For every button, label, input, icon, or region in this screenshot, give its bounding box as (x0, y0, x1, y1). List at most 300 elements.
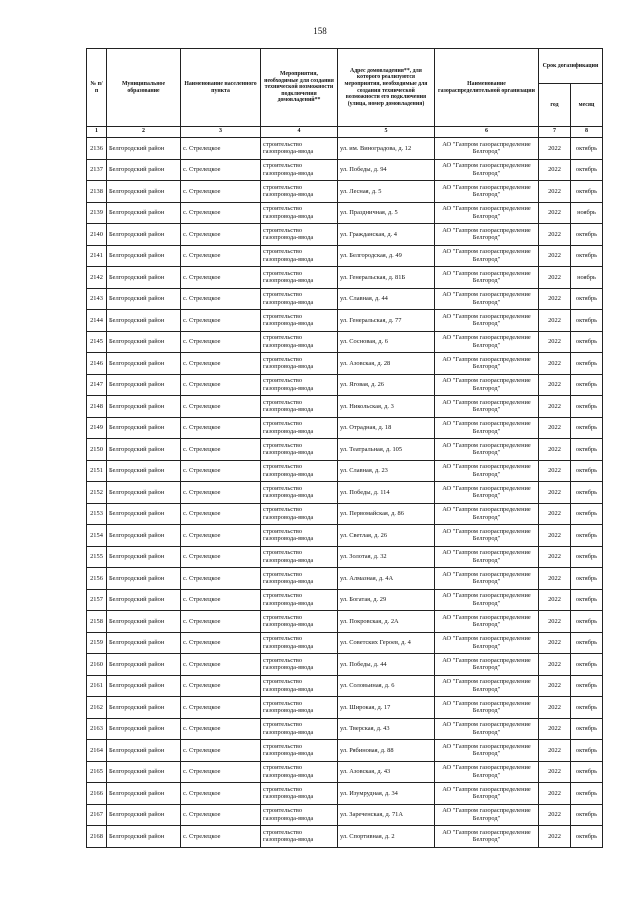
address-cell: ул. Театральная, д. 105 (338, 439, 435, 461)
year-cell: 2022 (539, 804, 571, 826)
year-cell: 2022 (539, 718, 571, 740)
settlement-cell: с. Стрелецкое (181, 783, 261, 805)
municipality-cell: Белгородский район (107, 374, 181, 396)
row-number: 2147 (87, 374, 107, 396)
row-number: 2142 (87, 267, 107, 289)
municipality-cell: Белгородский район (107, 417, 181, 439)
measure-cell: строительство газопровода-ввода (261, 396, 338, 418)
month-cell: октябрь (571, 783, 603, 805)
organization-cell: АО "Газпром газораспределение Белгород" (435, 353, 539, 375)
table-row (87, 675, 603, 697)
municipality-cell: Белгородский район (107, 761, 181, 783)
table-row (87, 353, 603, 375)
organization-cell: АО "Газпром газораспределение Белгород" (435, 331, 539, 353)
organization-cell: АО "Газпром газораспределение Белгород" (435, 224, 539, 246)
measure-cell: строительство газопровода-ввода (261, 460, 338, 482)
table-row (87, 740, 603, 762)
settlement-cell: с. Стрелецкое (181, 159, 261, 181)
table-row (87, 374, 603, 396)
address-cell: ул. Отрадная, д. 18 (338, 417, 435, 439)
month-cell: октябрь (571, 396, 603, 418)
gasification-table (86, 48, 603, 848)
organization-cell: АО "Газпром газораспределение Белгород" (435, 138, 539, 160)
address-cell: ул. Зареченская, д. 71А (338, 804, 435, 826)
column-number: 1 (87, 127, 107, 138)
month-cell: октябрь (571, 546, 603, 568)
measure-cell: строительство газопровода-ввода (261, 482, 338, 504)
settlement-cell: с. Стрелецкое (181, 181, 261, 203)
municipality-cell: Белгородский район (107, 804, 181, 826)
table-row (87, 503, 603, 525)
year-cell: 2022 (539, 654, 571, 676)
table-row (87, 654, 603, 676)
row-number: 2162 (87, 697, 107, 719)
address-cell: ул. Белгородская, д. 49 (338, 245, 435, 267)
organization-cell: АО "Газпром газораспределение Белгород" (435, 568, 539, 590)
measure-cell: строительство газопровода-ввода (261, 804, 338, 826)
settlement-cell: с. Стрелецкое (181, 331, 261, 353)
address-cell: ул. Изумрудная, д. 34 (338, 783, 435, 805)
month-cell: октябрь (571, 632, 603, 654)
address-cell: ул. Гражданская, д. 4 (338, 224, 435, 246)
column-number-row (87, 127, 603, 138)
row-number: 2149 (87, 417, 107, 439)
year-cell: 2022 (539, 331, 571, 353)
organization-cell: АО "Газпром газораспределение Белгород" (435, 396, 539, 418)
year-cell: 2022 (539, 138, 571, 160)
year-cell: 2022 (539, 353, 571, 375)
month-cell: октябрь (571, 310, 603, 332)
organization-cell: АО "Газпром газораспределение Белгород" (435, 740, 539, 762)
settlement-cell: с. Стрелецкое (181, 267, 261, 289)
month-cell: октябрь (571, 138, 603, 160)
address-cell: ул. Покровская, д. 2А (338, 611, 435, 633)
year-cell: 2022 (539, 740, 571, 762)
table-row (87, 396, 603, 418)
month-cell: октябрь (571, 503, 603, 525)
year-cell: 2022 (539, 632, 571, 654)
organization-cell: АО "Газпром газораспределение Белгород" (435, 310, 539, 332)
address-cell: ул. Победы, д. 94 (338, 159, 435, 181)
table-row (87, 525, 603, 547)
organization-cell: АО "Газпром газораспределение Белгород" (435, 460, 539, 482)
page-number: 158 (313, 26, 327, 36)
address-cell: ул. Славная, д. 44 (338, 288, 435, 310)
month-cell: октябрь (571, 181, 603, 203)
organization-cell: АО "Газпром газораспределение Белгород" (435, 632, 539, 654)
table-row (87, 181, 603, 203)
table-row (87, 804, 603, 826)
address-cell: ул. Рябиновая, д. 88 (338, 740, 435, 762)
organization-cell: АО "Газпром газораспределение Белгород" (435, 589, 539, 611)
address-cell: ул. Победы, д. 44 (338, 654, 435, 676)
settlement-cell: с. Стрелецкое (181, 654, 261, 676)
row-number: 2168 (87, 826, 107, 848)
column-number: 2 (107, 127, 181, 138)
table-row (87, 697, 603, 719)
measure-cell: строительство газопровода-ввода (261, 159, 338, 181)
year-cell: 2022 (539, 417, 571, 439)
address-cell: ул. Славная, д. 23 (338, 460, 435, 482)
row-number: 2153 (87, 503, 107, 525)
column-number: 8 (571, 127, 603, 138)
row-number: 2139 (87, 202, 107, 224)
row-number: 2158 (87, 611, 107, 633)
month-cell: октябрь (571, 611, 603, 633)
organization-cell: АО "Газпром газораспределение Белгород" (435, 546, 539, 568)
year-cell: 2022 (539, 761, 571, 783)
table-row (87, 718, 603, 740)
municipality-cell: Белгородский район (107, 697, 181, 719)
municipality-cell: Белгородский район (107, 482, 181, 504)
row-number: 2137 (87, 159, 107, 181)
table-row (87, 417, 603, 439)
municipality-cell: Белгородский район (107, 826, 181, 848)
address-cell: ул. Лесная, д. 5 (338, 181, 435, 203)
row-number: 2163 (87, 718, 107, 740)
table-row (87, 546, 603, 568)
header-municipality: Муниципальное образование (107, 49, 181, 127)
month-cell: октябрь (571, 568, 603, 590)
municipality-cell: Белгородский район (107, 159, 181, 181)
year-cell: 2022 (539, 697, 571, 719)
settlement-cell: с. Стрелецкое (181, 568, 261, 590)
year-cell: 2022 (539, 525, 571, 547)
measure-cell: строительство газопровода-ввода (261, 138, 338, 160)
row-number: 2152 (87, 482, 107, 504)
municipality-cell: Белгородский район (107, 525, 181, 547)
measure-cell: строительство газопровода-ввода (261, 654, 338, 676)
address-cell: ул. Советских Героев, д. 4 (338, 632, 435, 654)
measure-cell: строительство газопровода-ввода (261, 718, 338, 740)
measure-cell: строительство газопровода-ввода (261, 331, 338, 353)
table-row (87, 159, 603, 181)
row-number: 2143 (87, 288, 107, 310)
organization-cell: АО "Газпром газораспределение Белгород" (435, 482, 539, 504)
year-cell: 2022 (539, 482, 571, 504)
row-number: 2136 (87, 138, 107, 160)
row-number: 2157 (87, 589, 107, 611)
organization-cell: АО "Газпром газораспределение Белгород" (435, 417, 539, 439)
table-row (87, 783, 603, 805)
header-deadline: Срок догазификации (539, 49, 603, 84)
organization-cell: АО "Газпром газораспределение Белгород" (435, 439, 539, 461)
month-cell: октябрь (571, 697, 603, 719)
measure-cell: строительство газопровода-ввода (261, 740, 338, 762)
year-cell: 2022 (539, 267, 571, 289)
row-number: 2144 (87, 310, 107, 332)
year-cell: 2022 (539, 568, 571, 590)
municipality-cell: Белгородский район (107, 718, 181, 740)
settlement-cell: с. Стрелецкое (181, 675, 261, 697)
column-number: 5 (338, 127, 435, 138)
row-number: 2161 (87, 675, 107, 697)
measure-cell: строительство газопровода-ввода (261, 611, 338, 633)
municipality-cell: Белгородский район (107, 439, 181, 461)
row-number: 2160 (87, 654, 107, 676)
municipality-cell: Белгородский район (107, 353, 181, 375)
month-cell: октябрь (571, 718, 603, 740)
measure-cell: строительство газопровода-ввода (261, 826, 338, 848)
settlement-cell: с. Стрелецкое (181, 396, 261, 418)
address-cell: ул. Широкая, д. 17 (338, 697, 435, 719)
header-row (87, 49, 603, 84)
table-row (87, 826, 603, 848)
municipality-cell: Белгородский район (107, 460, 181, 482)
year-cell: 2022 (539, 396, 571, 418)
month-cell: октябрь (571, 159, 603, 181)
address-cell: ул. Золотая, д. 32 (338, 546, 435, 568)
month-cell: октябрь (571, 675, 603, 697)
table-row (87, 202, 603, 224)
month-cell: октябрь (571, 460, 603, 482)
row-number: 2165 (87, 761, 107, 783)
table-row (87, 589, 603, 611)
row-number: 2167 (87, 804, 107, 826)
organization-cell: АО "Газпром газораспределение Белгород" (435, 288, 539, 310)
address-cell: ул. Сосновая, д. 6 (338, 331, 435, 353)
municipality-cell: Белгородский район (107, 138, 181, 160)
year-cell: 2022 (539, 826, 571, 848)
measure-cell: строительство газопровода-ввода (261, 181, 338, 203)
organization-cell: АО "Газпром газораспределение Белгород" (435, 654, 539, 676)
organization-cell: АО "Газпром газораспределение Белгород" (435, 374, 539, 396)
year-cell: 2022 (539, 159, 571, 181)
address-cell: ул. Светлая, д. 26 (338, 525, 435, 547)
table-row (87, 460, 603, 482)
municipality-cell: Белгородский район (107, 654, 181, 676)
table-row (87, 224, 603, 246)
address-cell: ул. Яговая, д. 26 (338, 374, 435, 396)
table-row (87, 761, 603, 783)
municipality-cell: Белгородский район (107, 740, 181, 762)
municipality-cell: Белгородский район (107, 331, 181, 353)
year-cell: 2022 (539, 783, 571, 805)
organization-cell: АО "Газпром газораспределение Белгород" (435, 826, 539, 848)
organization-cell: АО "Газпром газораспределение Белгород" (435, 245, 539, 267)
year-cell: 2022 (539, 310, 571, 332)
address-cell: ул. Праздничная, д. 5 (338, 202, 435, 224)
settlement-cell: с. Стрелецкое (181, 417, 261, 439)
municipality-cell: Белгородский район (107, 632, 181, 654)
organization-cell: АО "Газпром газораспределение Белгород" (435, 181, 539, 203)
month-cell: октябрь (571, 288, 603, 310)
measure-cell: строительство газопровода-ввода (261, 439, 338, 461)
address-cell: ул. Соловьиная, д. 6 (338, 675, 435, 697)
municipality-cell: Белгородский район (107, 589, 181, 611)
table-row (87, 439, 603, 461)
municipality-cell: Белгородский район (107, 611, 181, 633)
address-cell: ул. Алмазная, д. 4А (338, 568, 435, 590)
settlement-cell: с. Стрелецкое (181, 740, 261, 762)
row-number: 2146 (87, 353, 107, 375)
table-row (87, 138, 603, 160)
measure-cell: строительство газопровода-ввода (261, 288, 338, 310)
year-cell: 2022 (539, 546, 571, 568)
municipality-cell: Белгородский район (107, 396, 181, 418)
header-address: Адрес домовладения**, для которого реализуются мероприятия, необходимые для создания технической возможности его подключения (улица, номер домовладения) (338, 49, 435, 127)
settlement-cell: с. Стрелецкое (181, 202, 261, 224)
settlement-cell: с. Стрелецкое (181, 589, 261, 611)
settlement-cell: с. Стрелецкое (181, 138, 261, 160)
address-cell: ул. Тверская, д. 43 (338, 718, 435, 740)
organization-cell: АО "Газпром газораспределение Белгород" (435, 267, 539, 289)
row-number: 2164 (87, 740, 107, 762)
settlement-cell: с. Стрелецкое (181, 761, 261, 783)
measure-cell: строительство газопровода-ввода (261, 202, 338, 224)
month-cell: ноябрь (571, 267, 603, 289)
settlement-cell: с. Стрелецкое (181, 697, 261, 719)
settlement-cell: с. Стрелецкое (181, 288, 261, 310)
settlement-cell: с. Стрелецкое (181, 482, 261, 504)
address-cell: ул. Победы, д. 114 (338, 482, 435, 504)
row-number: 2154 (87, 525, 107, 547)
month-cell: октябрь (571, 589, 603, 611)
settlement-cell: с. Стрелецкое (181, 546, 261, 568)
month-cell: октябрь (571, 761, 603, 783)
measure-cell: строительство газопровода-ввода (261, 589, 338, 611)
column-number: 4 (261, 127, 338, 138)
month-cell: октябрь (571, 525, 603, 547)
table-row (87, 245, 603, 267)
row-number: 2140 (87, 224, 107, 246)
row-number: 2145 (87, 331, 107, 353)
year-cell: 2022 (539, 439, 571, 461)
municipality-cell: Белгородский район (107, 288, 181, 310)
measure-cell: строительство газопровода-ввода (261, 525, 338, 547)
row-number: 2155 (87, 546, 107, 568)
month-cell: октябрь (571, 439, 603, 461)
organization-cell: АО "Газпром газораспределение Белгород" (435, 804, 539, 826)
month-cell: октябрь (571, 417, 603, 439)
organization-cell: АО "Газпром газораспределение Белгород" (435, 675, 539, 697)
table-body (87, 138, 603, 848)
measure-cell: строительство газопровода-ввода (261, 546, 338, 568)
organization-cell: АО "Газпром газораспределение Белгород" (435, 783, 539, 805)
address-cell: ул. Первомайская, д. 86 (338, 503, 435, 525)
row-number: 2150 (87, 439, 107, 461)
year-cell: 2022 (539, 374, 571, 396)
municipality-cell: Белгородский район (107, 224, 181, 246)
year-cell: 2022 (539, 288, 571, 310)
header-settlement: Наименование населенного пункта (181, 49, 261, 127)
year-cell: 2022 (539, 611, 571, 633)
column-number: 6 (435, 127, 539, 138)
year-cell: 2022 (539, 460, 571, 482)
measure-cell: строительство газопровода-ввода (261, 632, 338, 654)
row-number: 2148 (87, 396, 107, 418)
address-cell: ул. Генеральская, д. 77 (338, 310, 435, 332)
table-row (87, 288, 603, 310)
settlement-cell: с. Стрелецкое (181, 439, 261, 461)
header-organization: Наименование газораспределительной организации (435, 49, 539, 127)
month-cell: октябрь (571, 353, 603, 375)
municipality-cell: Белгородский район (107, 546, 181, 568)
measure-cell: строительство газопровода-ввода (261, 783, 338, 805)
month-cell: ноябрь (571, 202, 603, 224)
address-cell: ул. Богатая, д. 29 (338, 589, 435, 611)
measure-cell: строительство газопровода-ввода (261, 697, 338, 719)
month-cell: октябрь (571, 331, 603, 353)
settlement-cell: с. Стрелецкое (181, 826, 261, 848)
organization-cell: АО "Газпром газораспределение Белгород" (435, 202, 539, 224)
settlement-cell: с. Стрелецкое (181, 525, 261, 547)
month-cell: октябрь (571, 374, 603, 396)
organization-cell: АО "Газпром газораспределение Белгород" (435, 611, 539, 633)
year-cell: 2022 (539, 245, 571, 267)
table-row (87, 568, 603, 590)
row-number: 2159 (87, 632, 107, 654)
settlement-cell: с. Стрелецкое (181, 245, 261, 267)
measure-cell: строительство газопровода-ввода (261, 245, 338, 267)
settlement-cell: с. Стрелецкое (181, 503, 261, 525)
month-cell: октябрь (571, 740, 603, 762)
table-row (87, 482, 603, 504)
organization-cell: АО "Газпром газораспределение Белгород" (435, 525, 539, 547)
address-cell: ул. Спортивная, д. 2 (338, 826, 435, 848)
organization-cell: АО "Газпром газораспределение Белгород" (435, 697, 539, 719)
table-row (87, 611, 603, 633)
column-number: 7 (539, 127, 571, 138)
municipality-cell: Белгородский район (107, 503, 181, 525)
settlement-cell: с. Стрелецкое (181, 718, 261, 740)
year-cell: 2022 (539, 202, 571, 224)
row-number: 2166 (87, 783, 107, 805)
settlement-cell: с. Стрелецкое (181, 374, 261, 396)
settlement-cell: с. Стрелецкое (181, 632, 261, 654)
measure-cell: строительство газопровода-ввода (261, 353, 338, 375)
year-cell: 2022 (539, 589, 571, 611)
address-cell: ул. Никольская, д. 3 (338, 396, 435, 418)
organization-cell: АО "Газпром газораспределение Белгород" (435, 159, 539, 181)
month-cell: октябрь (571, 804, 603, 826)
address-cell: ул. Азовская, д. 28 (338, 353, 435, 375)
table-row (87, 632, 603, 654)
table-row (87, 310, 603, 332)
municipality-cell: Белгородский район (107, 783, 181, 805)
measure-cell: строительство газопровода-ввода (261, 675, 338, 697)
row-number: 2156 (87, 568, 107, 590)
measure-cell: строительство газопровода-ввода (261, 568, 338, 590)
municipality-cell: Белгородский район (107, 675, 181, 697)
municipality-cell: Белгородский район (107, 267, 181, 289)
measure-cell: строительство газопровода-ввода (261, 503, 338, 525)
month-cell: октябрь (571, 654, 603, 676)
measure-cell: строительство газопровода-ввода (261, 310, 338, 332)
settlement-cell: с. Стрелецкое (181, 310, 261, 332)
month-cell: октябрь (571, 482, 603, 504)
year-cell: 2022 (539, 503, 571, 525)
municipality-cell: Белгородский район (107, 202, 181, 224)
month-cell: октябрь (571, 224, 603, 246)
table-row (87, 331, 603, 353)
municipality-cell: Белгородский район (107, 245, 181, 267)
settlement-cell: с. Стрелецкое (181, 460, 261, 482)
header-num: № п/п (87, 49, 107, 127)
month-cell: октябрь (571, 826, 603, 848)
month-cell: октябрь (571, 245, 603, 267)
year-cell: 2022 (539, 224, 571, 246)
address-cell: ул. Генеральская, д. 81Б (338, 267, 435, 289)
municipality-cell: Белгородский район (107, 310, 181, 332)
year-cell: 2022 (539, 675, 571, 697)
header-month: месяц (571, 84, 603, 127)
measure-cell: строительство газопровода-ввода (261, 267, 338, 289)
organization-cell: АО "Газпром газораспределение Белгород" (435, 718, 539, 740)
settlement-cell: с. Стрелецкое (181, 804, 261, 826)
measure-cell: строительство газопровода-ввода (261, 374, 338, 396)
measure-cell: строительство газопровода-ввода (261, 761, 338, 783)
